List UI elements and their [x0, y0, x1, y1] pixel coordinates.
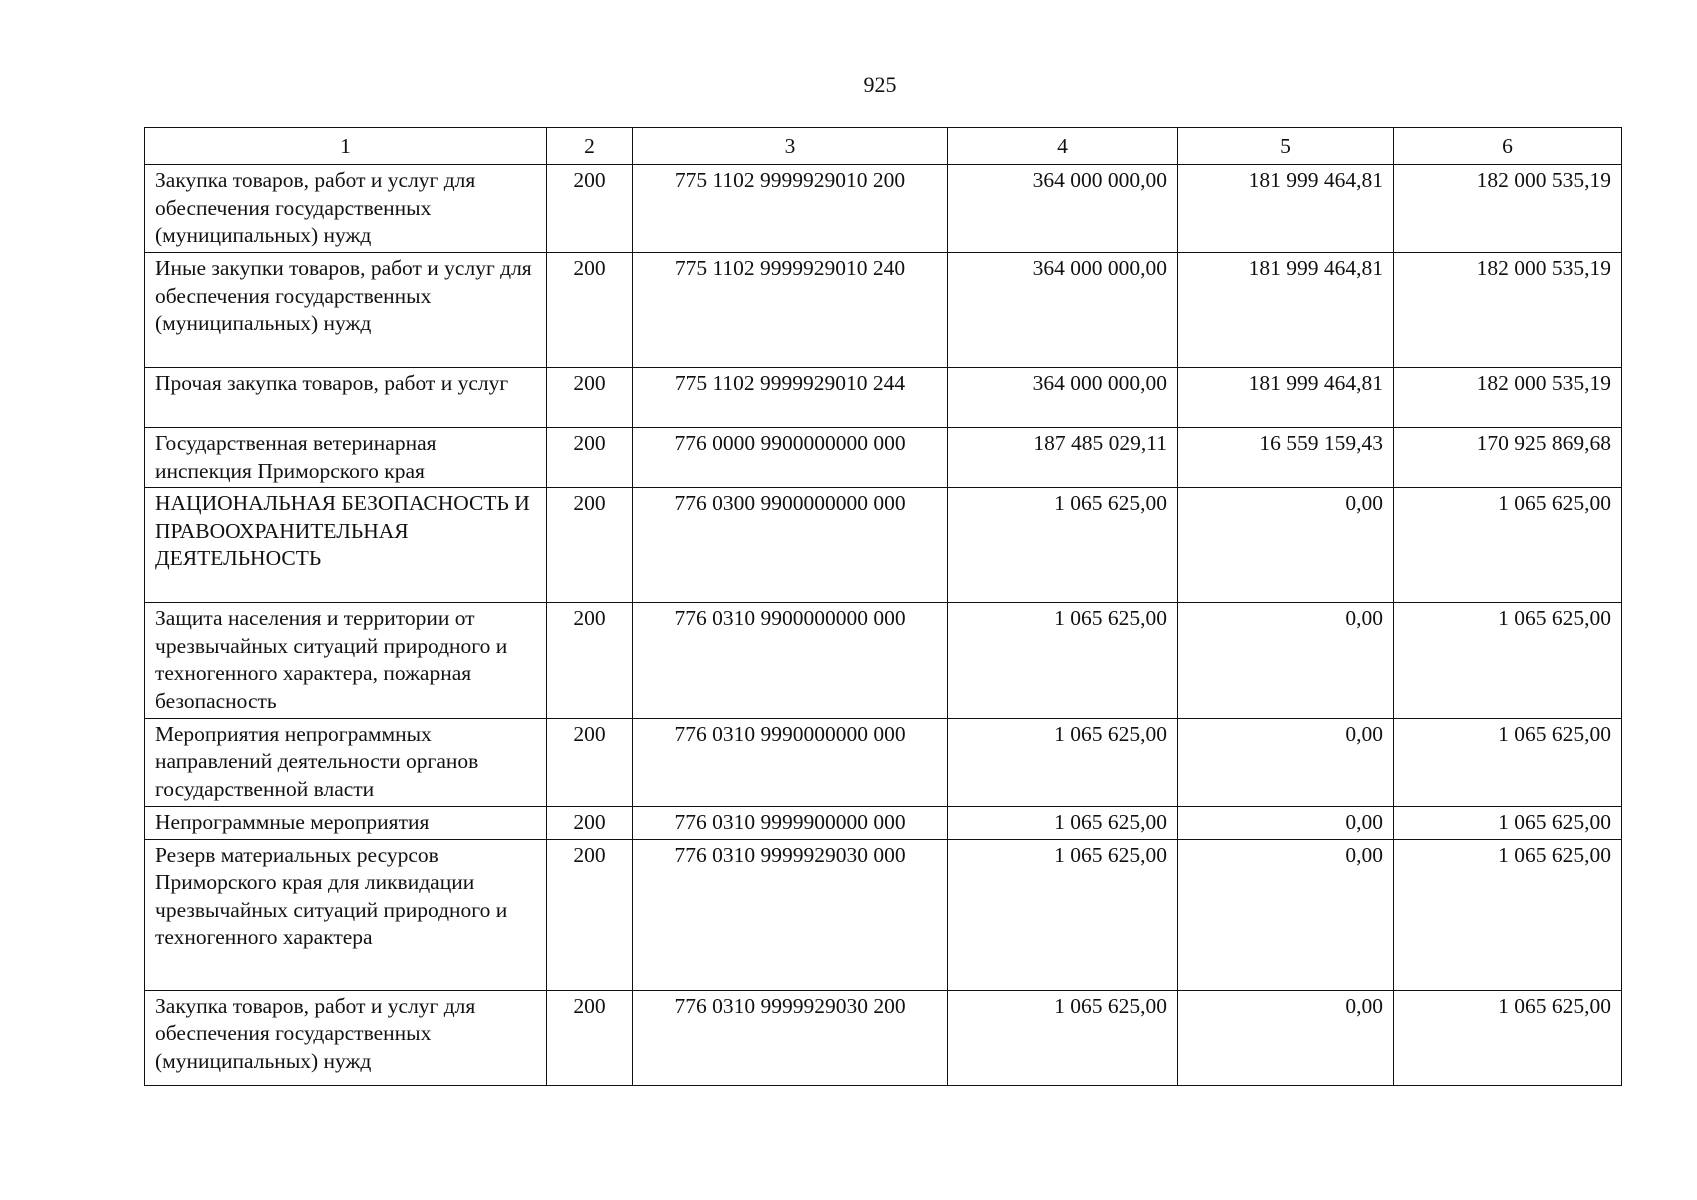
row-amount-cell: 364 000 000,00 [948, 165, 1178, 253]
row-executed-cell: 0,00 [1178, 990, 1394, 1085]
row-amount-cell: 1 065 625,00 [948, 603, 1178, 718]
row-executed-cell: 0,00 [1178, 488, 1394, 603]
row-amount-cell: 1 065 625,00 [948, 839, 1178, 990]
table-row [145, 488, 1622, 603]
row-amount-cell: 1 065 625,00 [948, 806, 1178, 839]
row-amount-cell: 1 065 625,00 [948, 990, 1178, 1085]
row-name-cell: НАЦИОНАЛЬНАЯ БЕЗОПАСНОСТЬ И ПРАВООХРАНИТЕЛЬНАЯ ДЕЯТЕЛЬНОСТЬ [145, 488, 547, 603]
row-executed-cell: 0,00 [1178, 718, 1394, 806]
row-kbk-cell: 775 1102 9999929010 240 [633, 253, 948, 368]
row-code-cell: 200 [547, 253, 633, 368]
row-remainder-cell: 1 065 625,00 [1394, 488, 1622, 603]
row-executed-cell: 16 559 159,43 [1178, 428, 1394, 488]
row-amount-cell: 1 065 625,00 [948, 718, 1178, 806]
row-code-cell: 200 [547, 603, 633, 718]
row-kbk-cell: 776 0310 9999929030 200 [633, 990, 948, 1085]
row-executed-cell: 0,00 [1178, 806, 1394, 839]
row-kbk-cell: 776 0000 9900000000 000 [633, 428, 948, 488]
page-number: 925 [863, 72, 897, 97]
row-code-cell: 200 [547, 368, 633, 428]
column-header-1: 1 [145, 128, 547, 165]
table-row [145, 839, 1622, 990]
row-remainder-cell: 1 065 625,00 [1394, 990, 1622, 1085]
row-name-cell: Закупка товаров, работ и услуг для обеспечения государственных (муниципальных) нужд [145, 165, 547, 253]
row-amount-cell: 1 065 625,00 [948, 488, 1178, 603]
row-remainder-cell: 1 065 625,00 [1394, 839, 1622, 990]
column-header-2: 2 [547, 128, 633, 165]
row-kbk-cell: 776 0300 9900000000 000 [633, 488, 948, 603]
table-row [145, 990, 1622, 1085]
row-executed-cell: 181 999 464,81 [1178, 253, 1394, 368]
row-kbk-cell: 776 0310 9999900000 000 [633, 806, 948, 839]
row-remainder-cell: 1 065 625,00 [1394, 718, 1622, 806]
row-name-cell: Закупка товаров, работ и услуг для обеспечения государственных (муниципальных) нужд [145, 990, 547, 1085]
row-code-cell: 200 [547, 718, 633, 806]
row-remainder-cell: 1 065 625,00 [1394, 806, 1622, 839]
row-remainder-cell: 182 000 535,19 [1394, 253, 1622, 368]
row-remainder-cell: 182 000 535,19 [1394, 368, 1622, 428]
row-name-cell: Иные закупки товаров, работ и услуг для обеспечения государственных (муниципальных) нужд [145, 253, 547, 368]
table-row [145, 806, 1622, 839]
row-executed-cell: 0,00 [1178, 603, 1394, 718]
column-header-6: 6 [1394, 128, 1622, 165]
row-name-cell: Государственная ветеринарная инспекция Приморского края [145, 428, 547, 488]
row-amount-cell: 364 000 000,00 [948, 253, 1178, 368]
table-row [145, 368, 1622, 428]
row-amount-cell: 187 485 029,11 [948, 428, 1178, 488]
row-executed-cell: 181 999 464,81 [1178, 368, 1394, 428]
row-code-cell: 200 [547, 165, 633, 253]
row-kbk-cell: 776 0310 9990000000 000 [633, 718, 948, 806]
row-kbk-cell: 775 1102 9999929010 200 [633, 165, 948, 253]
budget-table [144, 127, 1622, 1086]
row-kbk-cell: 775 1102 9999929010 244 [633, 368, 948, 428]
row-name-cell: Защита населения и территории от чрезвычайных ситуаций природного и техногенного характера, пожарная безопасность [145, 603, 547, 718]
table-row [145, 165, 1622, 253]
row-name-cell: Непрограммные мероприятия [145, 806, 547, 839]
row-executed-cell: 181 999 464,81 [1178, 165, 1394, 253]
column-header-5: 5 [1178, 128, 1394, 165]
row-remainder-cell: 170 925 869,68 [1394, 428, 1622, 488]
row-remainder-cell: 1 065 625,00 [1394, 603, 1622, 718]
row-code-cell: 200 [547, 488, 633, 603]
row-name-cell: Мероприятия непрограммных направлений деятельности органов государственной власти [145, 718, 547, 806]
row-code-cell: 200 [547, 428, 633, 488]
row-name-cell: Резерв материальных ресурсов Приморского края для ликвидации чрезвычайных ситуаций природного и техногенного характера [145, 839, 547, 990]
row-name-cell: Прочая закупка товаров, работ и услуг [145, 368, 547, 428]
row-code-cell: 200 [547, 806, 633, 839]
row-kbk-cell: 776 0310 9900000000 000 [633, 603, 948, 718]
column-header-4: 4 [948, 128, 1178, 165]
row-remainder-cell: 182 000 535,19 [1394, 165, 1622, 253]
table-row [145, 253, 1622, 368]
column-header-3: 3 [633, 128, 948, 165]
table-row [145, 718, 1622, 806]
table-row [145, 428, 1622, 488]
row-kbk-cell: 776 0310 9999929030 000 [633, 839, 948, 990]
row-executed-cell: 0,00 [1178, 839, 1394, 990]
row-code-cell: 200 [547, 839, 633, 990]
table-header-row [145, 128, 1622, 165]
row-code-cell: 200 [547, 990, 633, 1085]
table-row [145, 603, 1622, 718]
row-amount-cell: 364 000 000,00 [948, 368, 1178, 428]
